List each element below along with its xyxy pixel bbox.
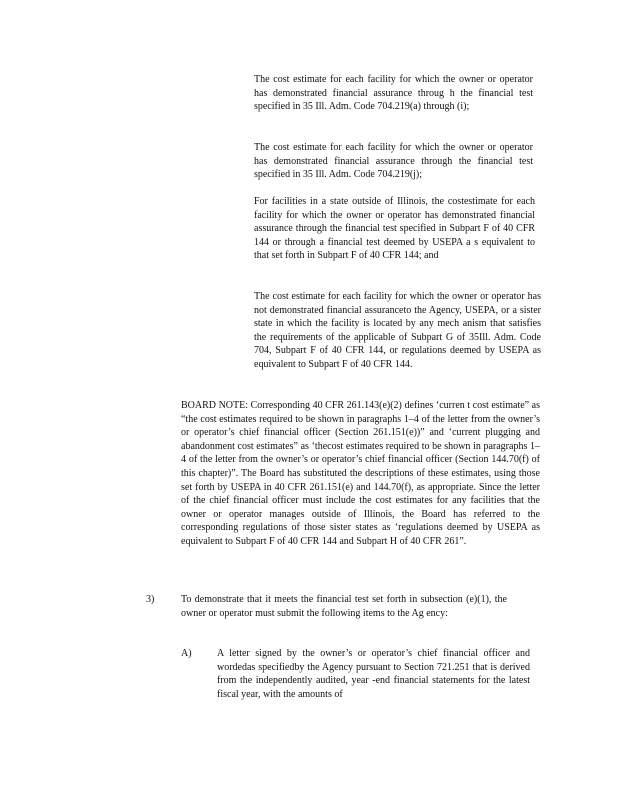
item-3-label: 3)	[146, 594, 155, 605]
paragraph-cost-estimate-704-219j: The cost estimate for each facility for which the owner or operator has demonstrated financial assurance through the financial test specified in 35 Ill. Adm. Code 704.219(j);	[254, 142, 533, 181]
item-a-text: A letter signed by the owner’s or operator’s chief financial officer and wordedas specifiedby the Agency pursuant to Section 721.251 that is derived from the independently audited, year -end financial statements for the latest fiscal year, with the amounts of	[217, 648, 530, 700]
item-a-label: A)	[181, 648, 192, 659]
item-3-text: To demonstrate that it meets the financial test set forth in subsection (e)(1), the owner or operator must submit the following items to the Ag ency:	[181, 594, 507, 619]
paragraph-not-demonstrated: The cost estimate for each facility for which the owner or operator has not demonstrated financial assuranceto the Agency, USEPA, or a sister state in which the facility is located by any mech anism that satisfies the requirements of the applicable of Subpart G of 35Ill. Adm. Code 704, Subpart F of 40 CFR 144, or regulations deemed by USEPA as equivalent to Subpart F of 40 CFR 144.	[254, 291, 541, 370]
paragraph-out-of-state-facilities: For facilities in a state outside of Illinois, the costestimate for each facility for which the owner or operator has demonstrated financial assurance through the financial test specified in Subpart F of 40 CFR 144 or through a financial test deemed by USEPA a s equivalent to that set forth in Subpart F of 40 CFR 144; and	[254, 196, 535, 262]
board-note: BOARD NOTE: Corresponding 40 CFR 261.143(e)(2) defines ‘curren t cost estimate” as “the cost estimates required to be shown in paragraphs 1–4 of the letter from the owner’s or operator’s chief financial officer (Section 261.151(e))” and ‘current plugging and abandonment cost estimates” as ‘thecost estimates required to be shown in paragraphs 1–4 of the letter from the owner’s or operator’s chief financial officer (Section 144.70(f) of this chapter)”. The Board has substituted the descriptions of these estimates, using those set forth by USEPA in 40 CFR 261.151(e) and 144.70(f), as appropriate. Since the letter of the chief financial officer must include the cost estimates for any facilities that the owner or operator manages outside of Illinois, the Board has referred to the corresponding regulations of those sister states as ‘regulations deemed by USEPA as equivalent to Subpart F of 40 CFR 144 and Subpart H of 40 CFR 261”.	[181, 400, 540, 547]
paragraph-cost-estimate-704-219a: The cost estimate for each facility for which the owner or operator has demonstrated financial assurance throug h the financial test specified in 35 Ill. Adm. Code 704.219(a) through (i);	[254, 74, 533, 113]
